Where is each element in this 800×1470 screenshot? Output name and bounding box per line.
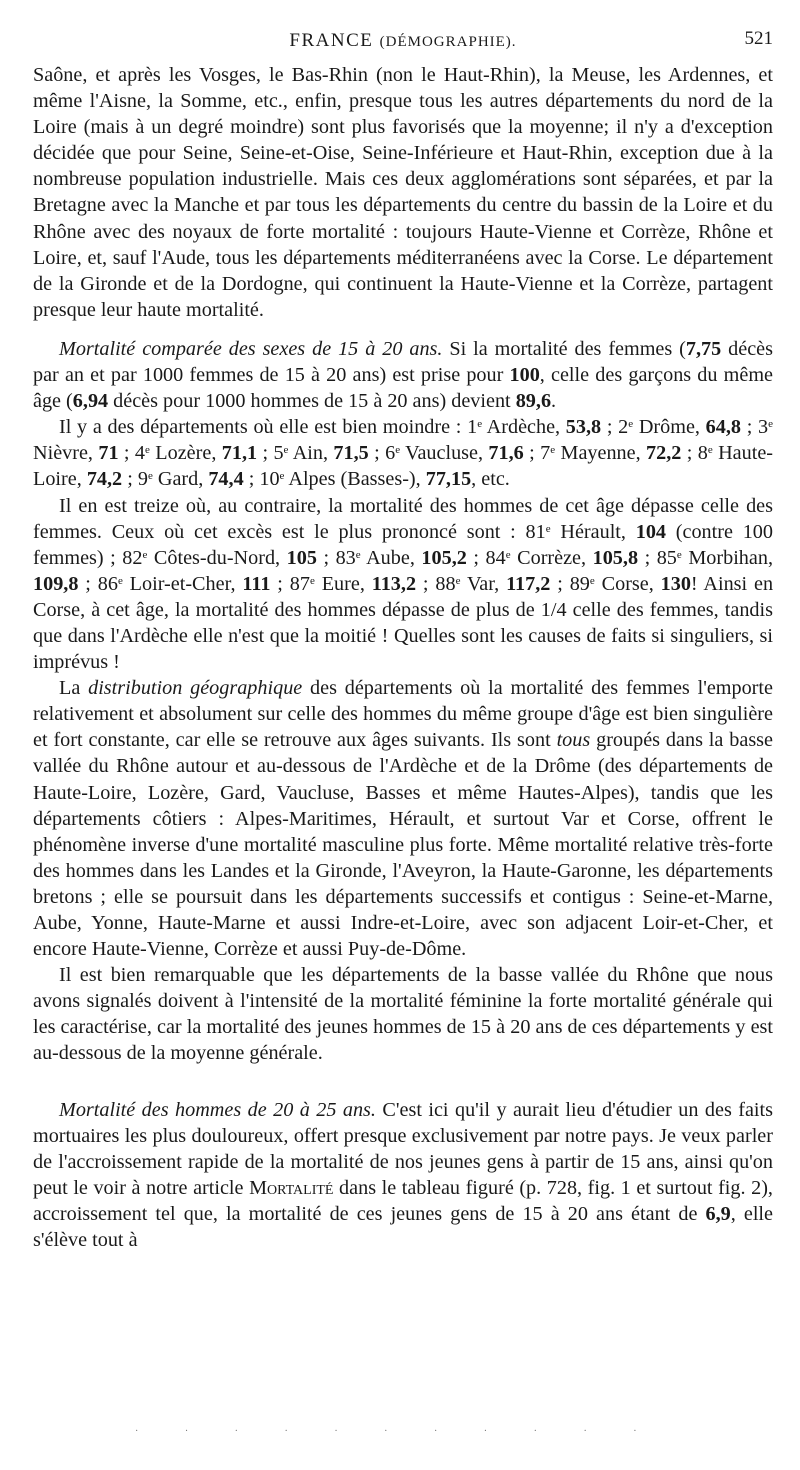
header-subtitle: (DÉMOGRAPHIE). xyxy=(379,34,517,50)
page-number: 521 xyxy=(744,28,773,49)
header-title: FRANCE xyxy=(289,30,374,51)
paragraph-3: Il y a des départements où elle est bien moindre : 1e Ardèche, 53,8 ; 2e Drôme, 64,8 ; 3e Nièvre, 71 ; 4e Lozère, 71,1 ; 5e Ain, 71,5 ; 6e Vaucluse, 71,6 ; 7e Mayenne, 72,2 ; 8e Haute-Loire, 74,2 ; 9e Gard, 74,4 ; 10e Alpes (Basses-), 77,15, etc. xyxy=(33,416,774,491)
running-header xyxy=(33,28,773,62)
paragraph-5: La distribution géographique des départements où la mortalité des femmes l'emporte relativement et absolument sur celle des hommes du même groupe d'âge est bien singulière et fort constante, car elle se retrouve aux âges suivants. Ils sont tous groupés dans la basse vallée du Rhône autour et au-dessous de l'Ardèche et de la Drôme (des départements de Haute-Loire, Lozère, Gard, Vaucluse, Basses et même Hautes-Alpes), tandis que les départements côtiers : Alpes-Maritimes, Hérault, et surtout Var et Corse, offrent le phénomène inverse d'une mortalité masculine plus forte. Même mortalité relative très-forte des hommes dans les Landes et la Gironde, l'Aveyron, la Haute-Garonne, les départements bretons ; elle se poursuit dans les départements successifs et contigus : Seine-et-Marne, Aube, Yonne, Haute-Marne et aussi Indre-et-Loire, avec son adjacent Loir-et-Cher, et encore Haute-Vienne, Corrèze et aussi Puy-de-Dôme. xyxy=(33,677,773,961)
paragraph-2: Mortalité comparée des sexes de 15 à 20 ans. Si la mortalité des femmes (7,75 décès par an et par 1000 femmes de 15 à 20 ans) est prise pour 100, celle des garçons du même âge (6,94 décès pour 1000 hommes de 15 à 20 ans) devient 89,6. xyxy=(33,337,773,413)
running-title xyxy=(33,30,773,52)
paragraph-7: Mortalité des hommes de 20 à 25 ans. C'est ici qu'il y aurait lieu d'étudier un des faits mortuaires les plus douloureux, offert presque exclusivement par notre pays. Je veux parler de l'accroissement rapide de la mortalité de nos jeunes gens à partir de 15 ans, ainsi qu'on peut le voir à notre article Mortalité dans le tableau figuré (p. 728, fig. 1 et surtout fig. 2), accroissement tel que, la mortalité de ces jeunes gens de 15 à 20 ans étant de 6,9, elle s'élève tout à xyxy=(33,1098,774,1252)
cross-reference: Mortalité xyxy=(249,1176,334,1199)
paragraph-4: Il en est treize où, au contraire, la mortalité des hommes de cet âge dépasse celle des femmes. Ceux où cet excès est le plus prononcé sont : 81e Hérault, 104 (contre 100 femmes) ; 82e Côtes-du-Nord, 105 ; 83e Aube, 105,2 ; 84e Corrèze, 105,8 ; 85e Morbihan, 109,8 ; 86e Loir-et-Cher, 111 ; 87e Eure, 113,2 ; 88e Var, 117,2 ; 89e Corse, 130! Ainsi en Corse, à cet âge, la mortalité des hommes dépasse de plus de 1/4 celle des femmes, tandis que dans l'Ardèche elle n'est que la moitié ! Quelles sont les causes de faits si singuliers, si imprévus ! xyxy=(33,494,774,674)
section-heading-sexes: Mortalité comparée des sexes de 15 à 20 ans. xyxy=(59,337,443,360)
paragraph-6: Il est bien remarquable que les départements de la basse vallée du Rhône que nous avons signalés doivent à l'intensité de la mortalité féminine la forte mortalité générale qui les caractérise, car la mortalité des jeunes hommes de 15 à 20 ans de ces départements y est au-dessous de la moyenne générale. xyxy=(33,964,773,1065)
paragraph-1: Saône, et après les Vosges, le Bas-Rhin (non le Haut-Rhin), la Meuse, les Ardennes, et même l'Aisne, la Somme, etc., enfin, presque tous les autres départements du nord de la Loire (mais à un degré moindre) sont plus favorisés que la moyenne; il n'y a d'exception décidée que pour Seine, Seine-et-Oise, Seine-Inférieure et Haut-Rhin, exception due à la nombreuse population industrielle. Mais ces deux agglomérations sont séparées, et par la Bretagne avec la Manche et par tous les départements du centre du bassin de la Loire et du Rhône avec des noyaux de forte mortalité : toujours Haute-Vienne et Corrèze, Rhône et Loire, et, sauf l'Aude, tous les départements méditerranéens avec la Corse. Le département de la Gironde et de la Dordogne, qui continuent la Haute-Vienne et la Corrèze, partagent presque leur haute mortalité. xyxy=(33,64,773,321)
section-heading-hommes: Mortalité des hommes de 20 à 25 ans. xyxy=(59,1098,376,1121)
print-specks: · · · · · · · · · · · xyxy=(135,1426,659,1437)
page-body xyxy=(33,62,773,1253)
book-page xyxy=(33,28,773,1253)
